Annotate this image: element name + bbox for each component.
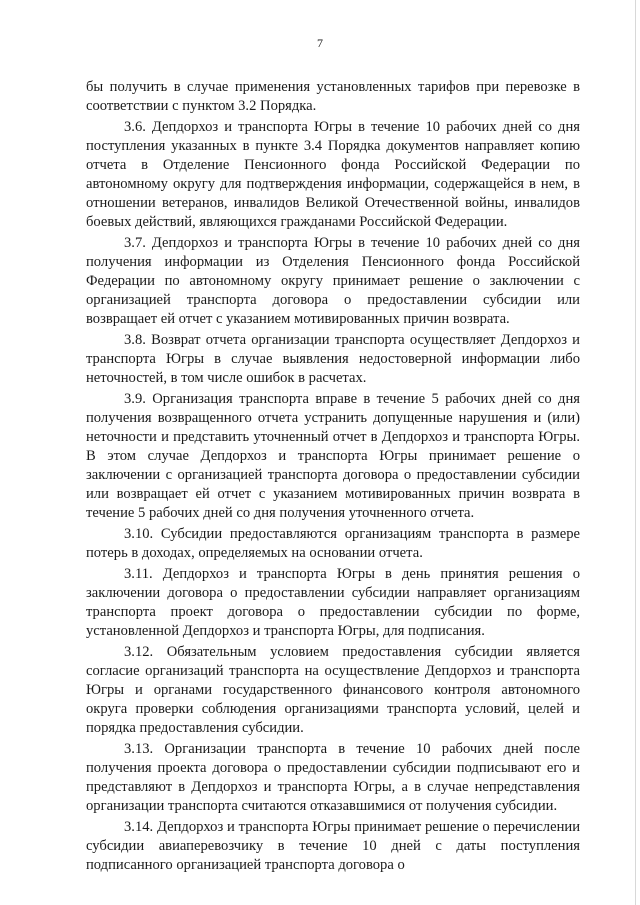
paragraph-3-8: 3.8. Возврат отчета организации транспорта осуществляет Депдорхоз и транспорта Югры в случае выявления недостоверной информации либо неточностей, в том числе ошибок в расчетах.	[86, 332, 580, 386]
paragraph-3-12: 3.12. Обязательным условием предоставления субсидии является согласие организаций транспорта на осуществление Депдорхоз и транспорта Югры и органами государственного финансового контроля автономного округа проверки соблюдения организациями транспорта условий, целей и порядка предоставления субсидии.	[86, 644, 580, 736]
paragraph-3-11: 3.11. Депдорхоз и транспорта Югры в день принятия решения о заключении договора о предоставлении субсидии направляет организациям транспорта проект договора о предоставлении субсидии по форме, установленной Депдорхоз и транспорта Югры, для подписания.	[86, 566, 580, 639]
paragraph-continuation: бы получить в случае применения установленных тарифов при перевозке в соответствии с пунктом 3.2 Порядка.	[86, 79, 580, 114]
page-edge-line	[635, 0, 636, 905]
paragraph-3-14: 3.14. Депдорхоз и транспорта Югры принимает решение о перечислении субсидии авиаперевозчику в течение 10 дней с даты поступления подписанного организацией транспорта договора о	[86, 819, 580, 873]
paragraph-3-10: 3.10. Субсидии предоставляются организациям транспорта в размере потерь в доходах, определяемых на основании отчета.	[86, 526, 580, 561]
paragraph-3-9: 3.9. Организация транспорта вправе в течение 5 рабочих дней со дня получения возвращенного отчета устранить допущенные нарушения и (или) неточности и представить уточненный отчет в Депдорхоз и транспорта Югры. В этом случае Депдорхоз и транспорта Югры принимает решение о заключении с организацией транспорта договора о предоставлении субсидии или возвращает ей отчет с указанием мотивированных причин возврата в течение 5 рабочих дней со дня получения уточненного отчета.	[86, 391, 580, 521]
page-number: 7	[317, 36, 323, 50]
document-body	[86, 78, 580, 877]
paragraph-3-7: 3.7. Депдорхоз и транспорта Югры в течение 10 рабочих дней со дня получения информации из Отделения Пенсионного фонда Российской Федерации по автономному округу принимает решение о заключении с организацией транспорта договора о предоставлении субсидии или возвращает ей отчет с указанием мотивированных причин возврата.	[86, 235, 580, 327]
paragraph-3-6: 3.6. Депдорхоз и транспорта Югры в течение 10 рабочих дней со дня поступления указанных в пункте 3.4 Порядка документов направляет копию отчета в Отделение Пенсионного фонда Российской Федерации по автономному округу для подтверждения информации, содержащейся в нем, в отношении ветеранов, инвалидов Великой Отечественной войны, инвалидов боевых действий, являющихся гражданами Российской Федерации.	[86, 119, 580, 230]
paragraph-3-13: 3.13. Организации транспорта в течение 10 рабочих дней после получения проекта договора о предоставлении субсидии подписывают его и представляют в Депдорхоз и транспорта Югры, а в случае непредставления организации транспорта считаются отказавшимися от получения субсидии.	[86, 741, 580, 814]
